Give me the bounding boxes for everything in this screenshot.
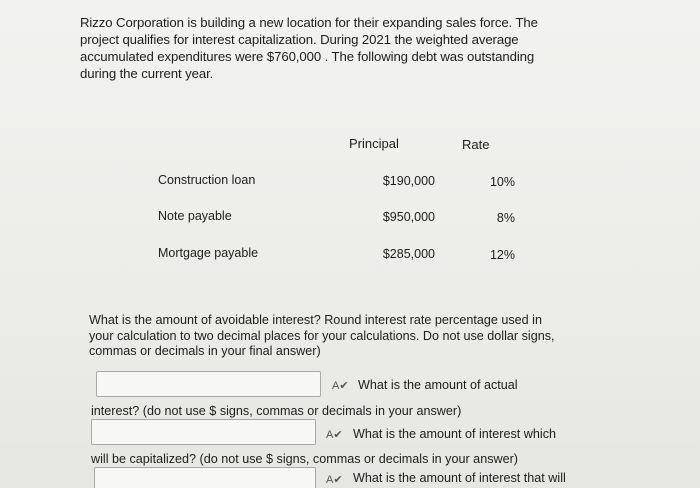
debt-principal: $190,000 <box>382 174 435 188</box>
capitalized-interest-prompt-continued: will be capitalized? (do not use $ signs, commas or decimals in your answer) <box>91 452 518 466</box>
principal-header: Principal <box>349 136 399 151</box>
rate-header: Rate <box>462 137 490 152</box>
intro-line-1: Rizzo Corporation is building a new location for their expanding sales force. The <box>80 15 538 30</box>
avoidable-interest-question <box>89 313 584 360</box>
spellcheck-icon[interactable]: A✔ <box>332 380 349 392</box>
actual-interest-prompt-continued: interest? (do not use $ signs, commas or decimals in your answer) <box>91 404 462 418</box>
debt-label: Note payable <box>158 209 232 223</box>
question-line-2: your calculation to two decimal places for your calculations. Do not use dollar signs, <box>89 328 555 343</box>
capitalized-interest-prompt: What is the amount of interest which <box>353 427 556 441</box>
intro-line-2: project qualifies for interest capitalization. During 2021 the weighted average <box>80 32 519 47</box>
intro-line-4: during the current year. <box>80 66 214 81</box>
debt-principal: $950,000 <box>382 210 435 224</box>
debt-label: Mortgage payable <box>158 246 259 260</box>
debt-principal: $285,000 <box>382 247 435 261</box>
actual-interest-prompt: What is the amount of actual <box>358 378 518 392</box>
debt-rate: 8% <box>496 211 515 225</box>
avoidable-interest-input[interactable] <box>96 371 321 397</box>
capitalized-interest-input[interactable] <box>94 467 316 488</box>
intro-line-3: accumulated expenditures were $760,000 . The following debt was outstanding <box>80 49 535 64</box>
actual-interest-input[interactable] <box>91 419 316 445</box>
question-line-3: commas or decimals in your final answer) <box>89 344 321 358</box>
debt-rate: 10% <box>489 175 515 189</box>
spellcheck-icon[interactable]: A✔ <box>326 474 343 486</box>
debt-label: Construction loan <box>158 173 256 187</box>
question-line-1: What is the amount of avoidable interest? Round interest rate percentage used in <box>89 313 542 327</box>
problem-statement <box>80 14 580 82</box>
next-question-prompt: What is the amount of interest that will <box>353 471 566 485</box>
spellcheck-icon[interactable]: A✔ <box>326 429 343 441</box>
debt-rate: 12% <box>489 248 515 262</box>
